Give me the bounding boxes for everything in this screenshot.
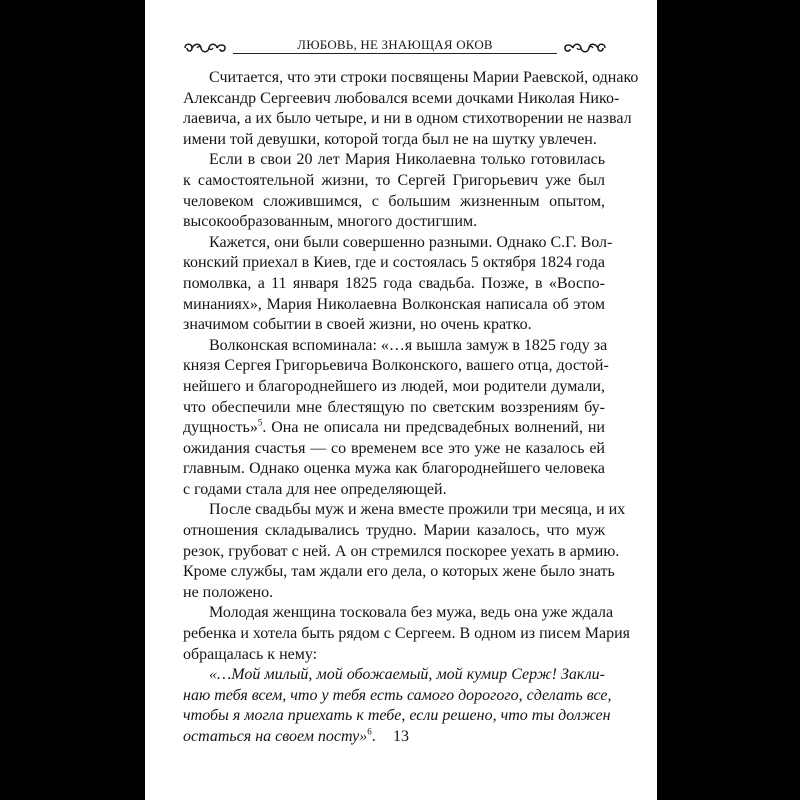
text-line: высокообразованным, многого достигшим.	[183, 213, 478, 231]
text-line: с годами стала для нее определяющей.	[183, 480, 447, 498]
header-rule	[233, 53, 557, 54]
text-line: Кроме службы, там ждали его дела, о которых жене было знать	[183, 563, 615, 581]
paragraph	[183, 68, 639, 150]
text-line: Кажется, они были совершенно разными. Однако С.Г. Вол-	[209, 233, 613, 251]
running-title: ЛЮБОВЬ, НЕ ЗНАЮЩАЯ ОКОВ	[297, 37, 493, 52]
text-line: имени той девушки, которой тогда был не на шутку увлечен.	[183, 130, 597, 148]
text-line: После свадьбы муж и жена вместе прожили три месяца, и их	[209, 501, 626, 519]
text-line: князя Сергея Григорьевича Волконского, вашего отца, достой-	[183, 357, 609, 375]
ornament-left-icon	[183, 40, 227, 56]
page-body	[183, 68, 639, 748]
text-line: обращалась к нему:	[183, 645, 318, 663]
text-line: чтобы я могла приехать к тебе, если решено, что ты должен	[183, 707, 611, 725]
text-line: Если в свои 20 лет Мария Николаевна только готовилась	[209, 151, 605, 169]
text-line: лаевича, а их было четыре, и ни в одном стихотворении не назвал	[183, 110, 632, 128]
text-line: наю тебя всем, что у тебя есть самого дорогого, сделать все,	[183, 686, 612, 704]
ornament-right-icon	[563, 40, 607, 56]
text-line: ожидания счастья — со временем все это уже не казалось ей	[183, 439, 605, 457]
paragraph	[183, 150, 605, 232]
text-line: значимом событии в своей жизни, но очень кратко.	[183, 316, 532, 334]
running-header	[183, 38, 607, 58]
text-line: что обеспечили мне блестящую по светским воззрениям бу-	[183, 398, 605, 416]
text-line: нейшего и благороднейшего из людей, мои родители думали,	[183, 377, 605, 395]
text-line: человеком сложившимся, с большим жизненным опытом,	[183, 192, 605, 210]
footnote-ref[interactable]: 5	[257, 417, 263, 428]
text-line: «…Мой милый, мой обожаемый, мой кумир Серж! Закли-	[209, 666, 605, 684]
text-fragment: остаться на своем посту»	[183, 728, 368, 745]
text-line: конский приехал в Киев, где и состоялась 5 октября 1824 года	[183, 254, 605, 272]
text-fragment: . Она не описала ни предсвадебных волнений, ни	[262, 419, 605, 437]
text-line: Волконская вспоминала: «…я вышла замуж в 1825 году за	[209, 336, 608, 354]
paragraph	[183, 233, 613, 336]
text-line: к самостоятельной жизни, то Сергей Григорьевич уже был	[183, 171, 605, 189]
text-line: минаниях», Мария Николаевна Волконская написала об этом	[183, 295, 605, 313]
text-line: не положено.	[183, 583, 274, 601]
footnote-ref[interactable]: 6	[367, 726, 372, 737]
text-line: отношения складывались трудно. Марии казалось, что муж	[183, 522, 605, 540]
text-fragment: дущность»	[183, 419, 258, 437]
text-line: главным. Однако оценка мужа как благороднейшего человека	[183, 460, 605, 478]
text-line: Александр Сергеевич любовался всеми дочками Николая Нико-	[183, 89, 620, 107]
text-line: ребенка и хотела быть рядом с Сергеем. В одном из писем Мария	[183, 625, 631, 643]
paragraph	[183, 500, 626, 603]
page-number: 13	[393, 728, 409, 745]
paragraph	[183, 603, 631, 665]
book-page	[145, 0, 657, 800]
text-line: резок, грубоват с ней. А он стремился поскорее уехать в армию.	[183, 542, 620, 560]
text-line: Считается, что эти строки посвящены Марии Раевской, однако	[209, 69, 639, 86]
text-line	[183, 418, 605, 439]
text-line: Молодая женщина тосковала без мужа, ведь она уже ждала	[209, 604, 614, 622]
paragraph	[183, 336, 609, 501]
text-line: помолвка, а 11 января 1825 года свадьба. Позже, в «Воспо-	[183, 274, 605, 292]
text-fragment: .	[371, 728, 376, 745]
